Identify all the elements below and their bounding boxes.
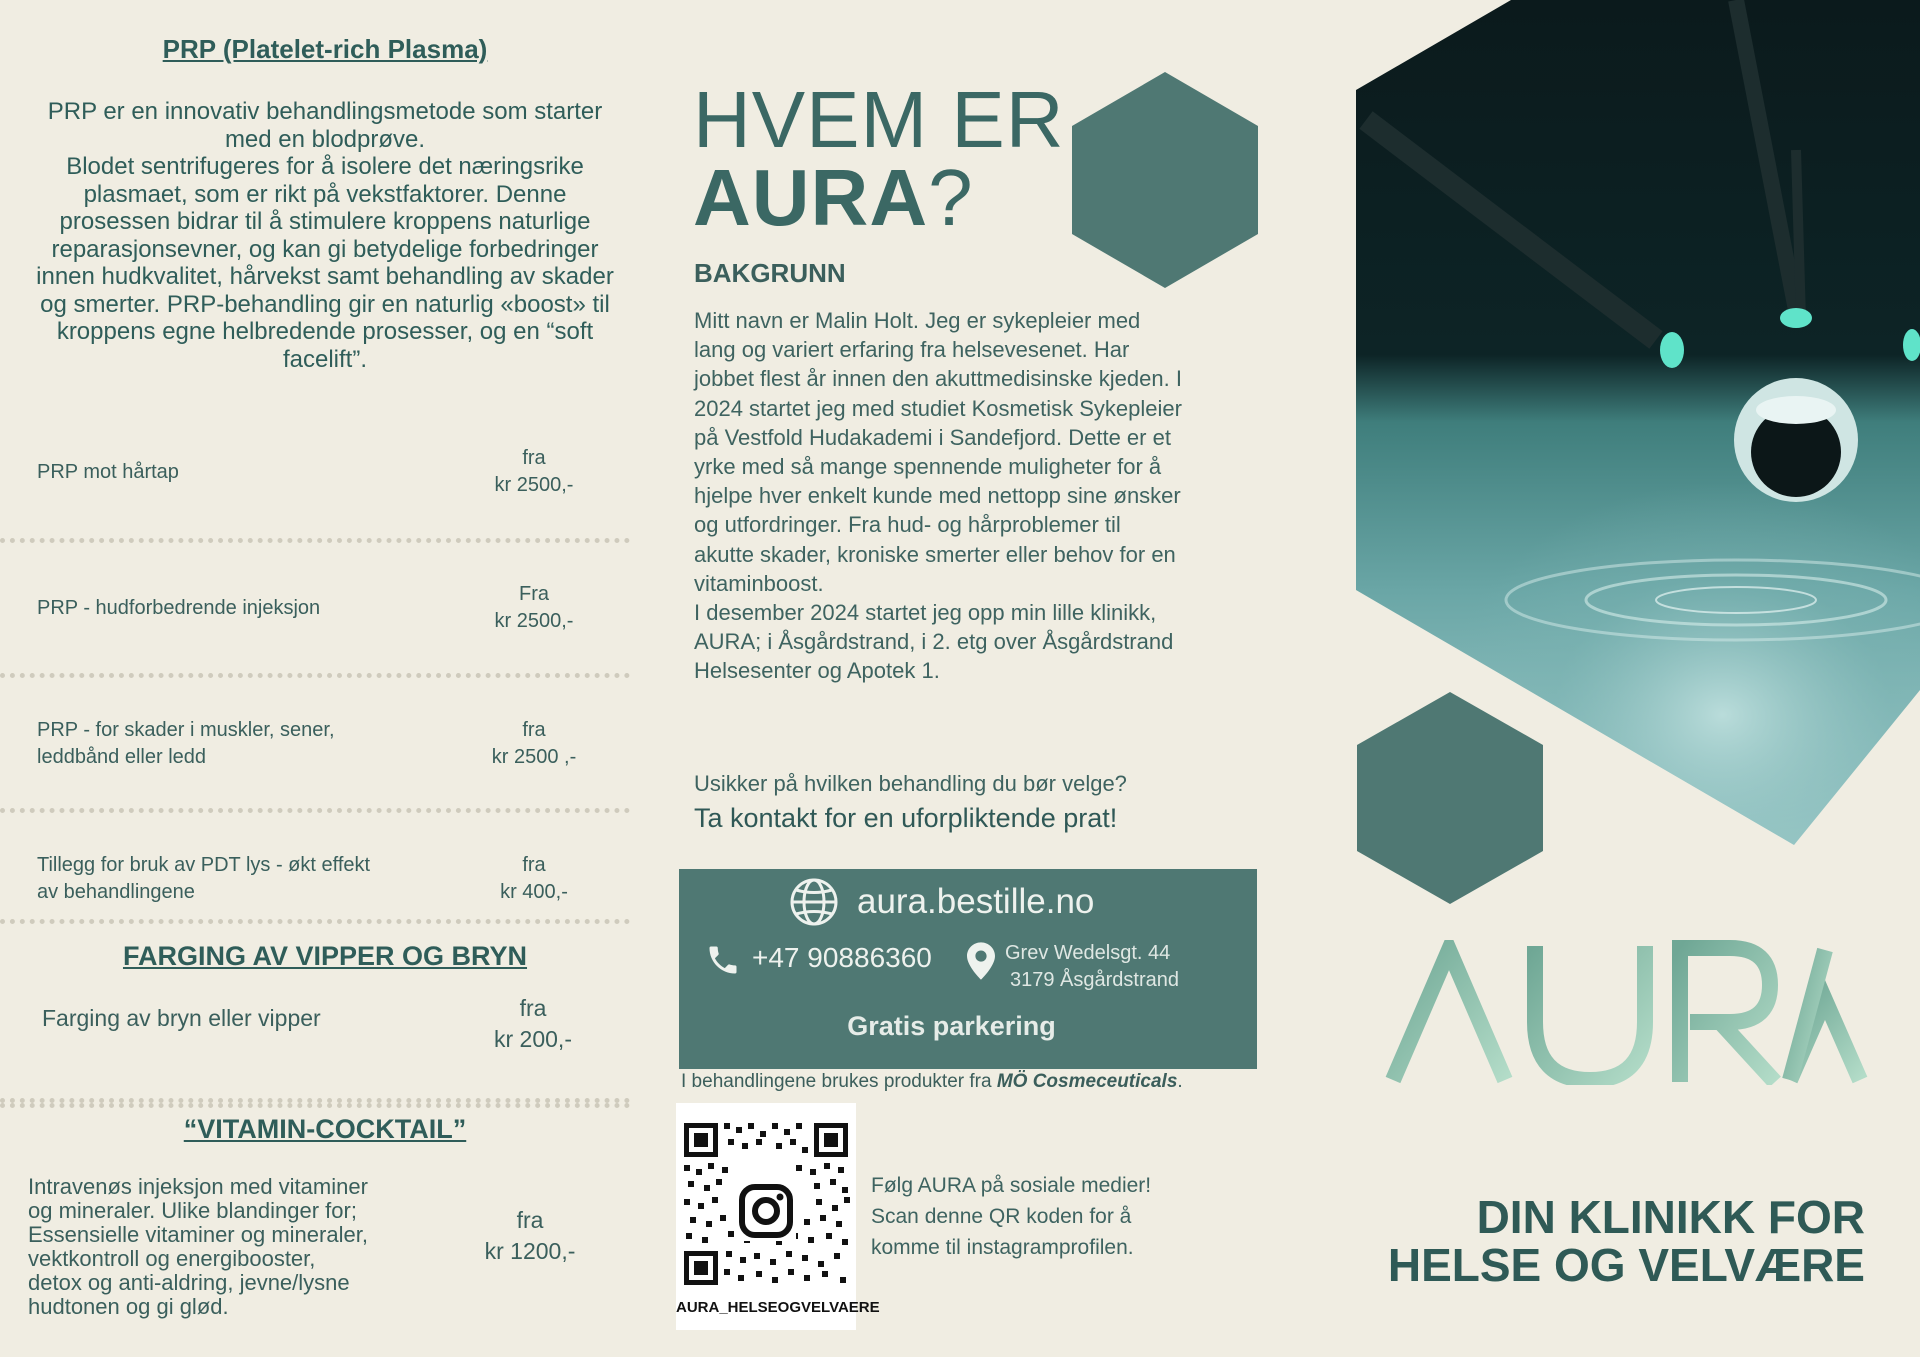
hexagon-shape <box>1355 692 1545 904</box>
vitamin-heading: “VITAMIN-COCKTAIL” <box>183 1114 467 1144</box>
products-prefix: I behandlingene brukes produkter fra <box>681 1071 997 1092</box>
qr-pattern <box>676 1103 856 1303</box>
price-row-name: PRP - for skader i muskler, sener, leddbånd eller ledd <box>37 719 335 768</box>
products-note <box>681 1071 1183 1093</box>
cta-text: Ta kontakt for en uforpliktende prat! <box>694 803 1118 833</box>
vitamin-item-desc: Intravenøs injeksjon med vitaminer og mineraler. Ulike blandinger for; Essensielle vitaminer og mineraler, vektkontroll og energibooster, detox og anti-aldring, jevne/lysne hudtonen og gi glød. <box>28 1174 368 1319</box>
tagline-line2: HELSE OG VELVÆRE <box>1387 1239 1865 1291</box>
price-row-name: PRP mot hårtap <box>37 461 179 483</box>
contact-box <box>679 869 1257 1069</box>
products-brand: MÖ Cosmeceuticals <box>996 1071 1178 1092</box>
phone-number[interactable]: +47 90886360 <box>752 942 932 973</box>
address-line2: 3179 Åsgårdstrand <box>1010 969 1180 991</box>
tagline <box>1370 1193 1865 1289</box>
globe-icon <box>789 877 839 927</box>
divider <box>0 673 630 678</box>
follow-text: Følg AURA på sosiale medier! Scan denne QR koden for å komme til instagramprofilen. <box>871 1174 1152 1259</box>
aura-logo <box>1385 940 1870 1085</box>
products-suffix: . <box>1177 1071 1183 1092</box>
price-row-name: Tillegg for bruk av PDT lys - økt effekt av behandlingene <box>37 854 371 903</box>
title-line1: HVEM ER <box>693 75 1065 164</box>
price-row-price: fra kr 400,- <box>500 854 568 903</box>
price-row-price: fra kr 2500 ,- <box>491 719 577 768</box>
location-pin-icon <box>967 942 995 980</box>
prp-heading: PRP (Platelet-rich Plasma) <box>162 34 488 64</box>
question-text: Usikker på hvilken behandling du bør velge? <box>694 771 1127 796</box>
aura-logo-text: AURA <box>1385 940 1388 941</box>
title-line2 <box>693 154 974 242</box>
website-link[interactable]: aura.bestille.no <box>857 882 1095 921</box>
divider <box>0 808 630 813</box>
section-heading-bakgrunn: BAKGRUNN <box>694 258 846 288</box>
divider <box>0 1103 630 1108</box>
price-row-name: PRP - hudforbedrende injeksjon <box>37 597 321 619</box>
hexagon-shape <box>1070 72 1260 288</box>
farging-heading: FARGING AV VIPPER OG BRYN <box>122 941 528 971</box>
title-question: ? <box>928 153 974 242</box>
address-line1: Grev Wedelsgt. 44 <box>1005 942 1171 964</box>
vitamin-item-price: fra kr 1200,- <box>484 1207 576 1264</box>
instagram-qr-code[interactable] <box>676 1103 880 1330</box>
farging-item-price: fra kr 200,- <box>494 995 572 1052</box>
phone-icon <box>705 942 741 978</box>
parking-text: Gratis parkering <box>847 1011 1056 1041</box>
prp-intro: PRP er en innovativ behandlingsmetode som starter med en blodprøve. Blodet sentrifugeres for å isolere det næringsrike plasmaet, som er rikt på vekstfaktorer. Denne prosessen bidrar til å stimulere kroppens naturlige reparasjonsevner, og kan gi betydelige forbedringer innen hudkvalitet, hårvekst samt behandling av skader og smerter. PRP-behandling gir en naturlig «boost» til kroppens egne helbredende prosesser, og en “soft facelift”. <box>36 98 614 373</box>
title-aura: AURA <box>693 153 929 242</box>
bio-text: Mitt navn er Malin Holt. Jeg er sykepleier med lang og variert erfaring fra helsevesenet. Har jobbet flest år innen den akuttmedisinske kjeden. I 2024 startet jeg med studiet Kosmetisk Sykepleier på Vestfold Hudakademi i Sandefjord. Dette er et yrke med så mange spennende muligheter for å hjelpe hver enkelt kunde med nettopp sine ønsker og utfordringer. Fra hud- og hårproblemer til akutte skader, kroniske smerter eller behov for en vitaminboost. I desember 2024 startet jeg opp min lille klinikk, AURA; i Åsgårdstrand, i 2. etg over Åsgårdstrand Helsesenter og Apotek 1. <box>694 308 1182 684</box>
farging-item-name: Farging av bryn eller vipper <box>42 1005 321 1031</box>
qr-handle: AURA_HELSEOGVELVAERE <box>676 1299 880 1316</box>
price-row-price: Fra kr 2500,- <box>494 583 574 632</box>
price-row-price: fra kr 2500,- <box>494 447 574 496</box>
divider <box>0 538 630 543</box>
tagline-line1: DIN KLINIKK FOR <box>1476 1191 1865 1243</box>
divider <box>0 919 630 924</box>
